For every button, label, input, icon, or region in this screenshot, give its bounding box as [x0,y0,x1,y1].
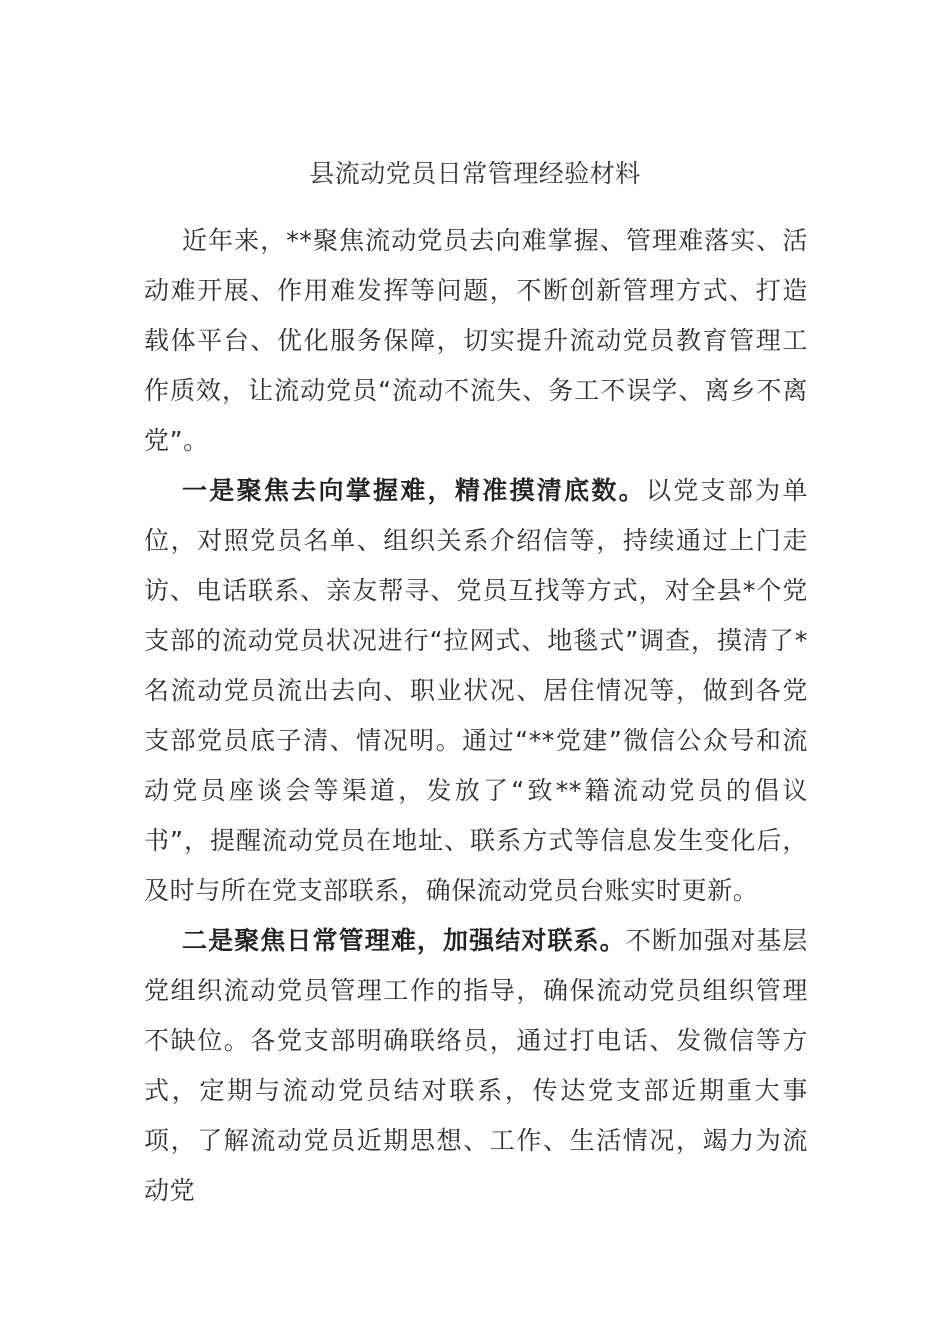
paragraph-point-one-heading: 一是聚焦去向掌握难，精准摸清底数。 [182,476,646,505]
paragraph-point-one-text: 以党支部为单位，对照党员名单、组织关系介绍信等，持续通过上门走访、电话联系、亲友帮寻、党员互找等方式，对全县*个党支部的流动党员状况进行“拉网式、地毯式”调查，摸清了*名流动党员流出去向、职业状况、居住情况等，做到各党支部党员底子清、情况明。通过“**党建”微信公众号和流动党员座谈会等渠道，发放了“致**籍流动党员的倡议书”，提醒流动党员在地址、联系方式等信息发生变化后，及时与所在党支部联系，确保流动党员台账实时更新。 [144,476,808,905]
document-body [144,216,808,1216]
paragraph-intro-text: 近年来，**聚焦流动党员去向难掌握、管理难落实、活动难开展、作用难发挥等问题，不断创新管理方式、打造载体平台、优化服务保障，切实提升流动党员教育管理工作质效，让流动党员“流动不流失、务工不误学、离乡不离党”。 [144,226,808,455]
paragraph-point-two [144,916,808,1216]
paragraph-intro [144,216,808,466]
document-title: 县流动党员日常管理经验材料 [309,159,641,188]
paragraph-point-two-text: 不断加强对基层党组织流动党员管理工作的指导，确保流动党员组织管理不缺位。各党支部明确联络员，通过打电话、发微信等方式，定期与流动党员结对联系，传达党支部近期重大事项，了解流动党员近期思想、工作、生活情况，竭力为流动党 [144,926,809,1205]
paragraph-point-one [144,466,808,916]
paragraph-point-two-heading: 二是聚焦日常管理难，加强结对联系。 [182,926,626,955]
